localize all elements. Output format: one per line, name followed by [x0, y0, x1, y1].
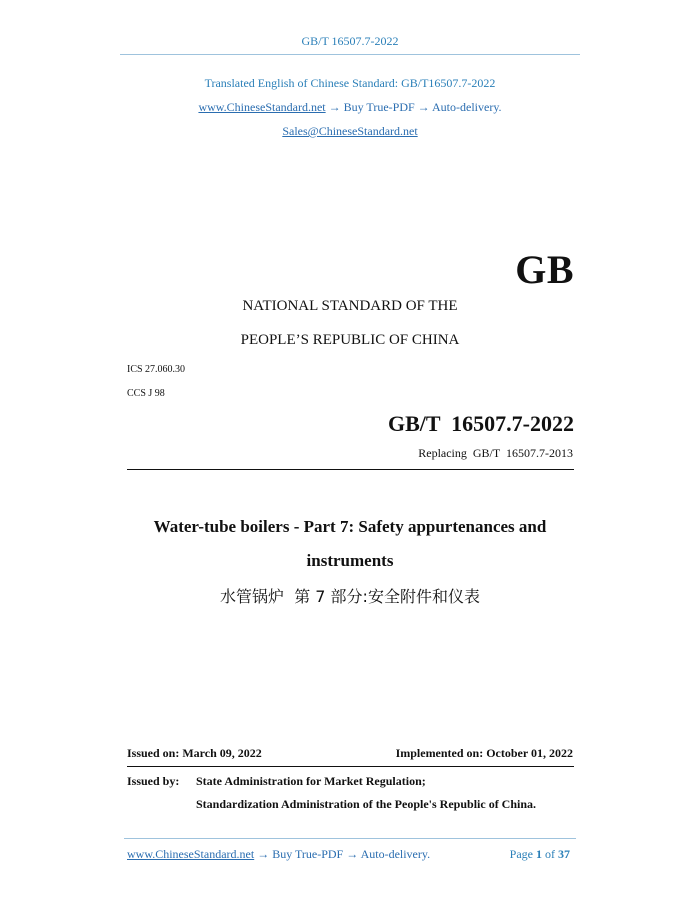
ics-code: ICS 27.060.30: [127, 364, 186, 375]
national-standard-line2: PEOPLE’S REPUBLIC OF CHINA: [240, 332, 460, 348]
title-divider: [127, 469, 574, 470]
title-cn: 水管锅炉 第 7 部分:安全附件和仪表: [220, 587, 480, 606]
title-en-line1: Water-tube boilers - Part 7: Safety appurtenances and: [153, 517, 547, 536]
ccs-code: CCS J 98: [127, 388, 165, 399]
issued-by-label: Issued by:: [127, 774, 180, 788]
footer-site-link[interactable]: www.ChineseStandard.net: [127, 847, 255, 861]
footer-buy-line: [127, 847, 430, 862]
footer-buy-text: → Buy True-PDF → Auto-delivery.: [254, 847, 431, 861]
standard-number: GB/T 16507.7-2022: [387, 411, 574, 436]
issued-on-date: Issued on: March 09, 2022: [127, 746, 262, 760]
page-number: 1: [536, 847, 542, 861]
dates-divider: [127, 766, 574, 767]
header-standard-code: GB/T 16507.7-2022: [301, 34, 399, 48]
promo-email-link[interactable]: Sales@ChineseStandard.net: [282, 124, 418, 138]
footer-divider: [124, 838, 576, 839]
header-divider: [120, 54, 580, 55]
promo-line-translation: Translated English of Chinese Standard: GB/T16507.7-2022: [204, 76, 496, 90]
page-indicator: [510, 847, 570, 862]
promo-buy-text: → Buy True-PDF → Auto-delivery.: [325, 100, 502, 114]
replacing-note: Replacing GB/T 16507.7-2013: [418, 446, 573, 460]
implemented-on-date: Implemented on: October 01, 2022: [395, 746, 573, 760]
issued-by-org1: State Administration for Market Regulation;: [196, 774, 426, 788]
issued-by-org2: Standardization Administration of the People's Republic of China.: [196, 797, 537, 811]
promo-site-link[interactable]: www.ChineseStandard.net: [198, 100, 326, 114]
page-of-label: of: [545, 847, 555, 861]
title-en-line2: instruments: [306, 551, 394, 570]
promo-line-buy: [0, 100, 700, 115]
national-standard-line1: NATIONAL STANDARD OF THE: [242, 298, 458, 314]
page-label: Page: [509, 847, 533, 861]
gb-mark: GB: [515, 247, 574, 292]
page-total: 37: [558, 847, 570, 861]
promo-email-row: [0, 124, 700, 139]
